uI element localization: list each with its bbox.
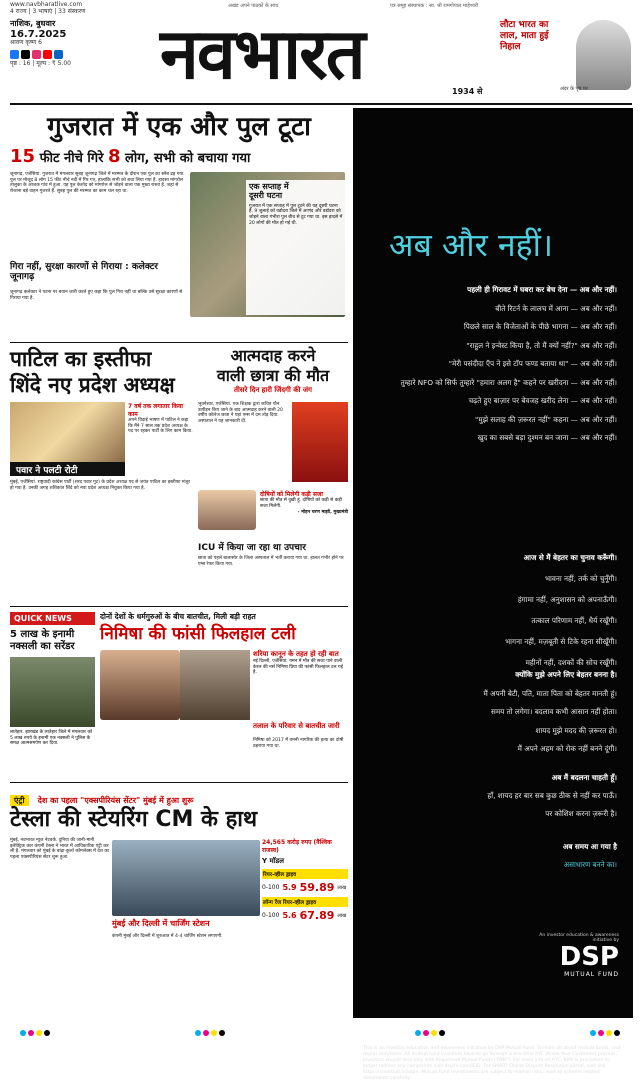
newspaper-logo[interactable]: नवभारत	[160, 12, 364, 95]
date: 16.7.2025	[10, 28, 67, 40]
suicide-story	[198, 346, 348, 395]
ad-disclaimer: This is an investor education and awareness initiative by DSP Mutual Fund. To learn all about mutual funds, visit dspim.com/learn. All mutual fund investors have to go through a one-time KYC (Know Your Customer) process. Investors should deal only with Registered Mutual Funds ('RMF'). For more info on KYC, RMF & procedure to lodge/ redress any complaints visit dspim.com/IEID. For SMART Online Dispute Resolution portal, visit link https://smartodr.in/login. Mutual Fund investments are subject to market risks, read all scheme related documents carefully.	[363, 1046, 621, 1081]
ad-section3-line: शायद मुझे मदद की ज़रूरत हो।	[535, 725, 617, 735]
ad-section5-head: अब समय आ गया है	[562, 842, 617, 851]
tithi: श्रावण कृष्ण 6	[10, 38, 42, 46]
suicide-box-sign: - मोहन चरण माझी, मुख्यमंत्री	[297, 510, 348, 516]
suicide-headline-2[interactable]: वाली छात्रा की मौत	[216, 366, 330, 385]
sidebar-headline: एक सप्ताह में दूसरी घटना	[249, 182, 289, 200]
tesla-model: Y मॉडल	[262, 857, 284, 865]
nimisha-story	[100, 612, 348, 646]
quick-headline[interactable]: 5 लाख के इनामी नक्सली का सरेंडर	[10, 629, 75, 652]
city-day: नाशिक, बुधवार	[10, 18, 56, 28]
quote-body: जूनागढ़ कलेक्टर ने पटना पर बयान जारी करते हुए कहा कि पुल गिरा नहीं था बल्कि उसे सुरक्षा कारणों से गिराया गया है.	[10, 290, 183, 301]
patil-side	[128, 402, 194, 435]
lead-headline[interactable]: गुजरात में एक और पुल टूटा	[47, 112, 311, 142]
p2-label: लॉन्ग रेंज रियर-व्हील ड्राइव	[262, 897, 348, 907]
ad-section4-line: हाँ, शायद हर बार सब कुछ ठीक से नहीं कर पाऊँ।	[487, 791, 617, 800]
brand-sub: MUTUAL FUND	[564, 971, 619, 978]
fire-illustration	[292, 402, 348, 482]
sidebar-box	[246, 180, 346, 315]
patil-photo	[10, 402, 125, 462]
lead-story	[10, 110, 348, 167]
tesla-kicker-row	[10, 788, 348, 805]
tagline-left: अखंड अपने पाठकों के साथ	[228, 3, 279, 9]
tesla-photo	[112, 840, 260, 916]
tesla-caption: मुंबई और दिल्ली में चार्जिंग स्टेशन	[112, 919, 210, 928]
social-icons	[10, 50, 160, 59]
suicide-strip-body: छात्रा को पहले बालासोर के जिला अस्पताल में भर्ती कराया गया था. हालत गंभीर होने पर एम्स रेफर किया गया.	[198, 556, 344, 567]
print-dots-1	[20, 1030, 50, 1036]
tesla-tag: एंट्री	[10, 795, 29, 806]
suicide-strip: ICU में किया जा रहा था उपचार	[198, 543, 306, 553]
patil-side-head: 7 वर्ष तक लगातार किया काम	[128, 403, 183, 418]
p1-label: रियर-व्हील ड्राइव	[262, 869, 348, 879]
ad-section2-line: महीनों नहीं, दशकों की सोच रखूँगी।	[525, 658, 617, 667]
print-dots-2	[195, 1030, 225, 1036]
print-dots-4	[590, 1030, 620, 1036]
astronaut-photo	[576, 20, 631, 90]
facebook-icon[interactable]	[10, 50, 19, 59]
brand-logo: DSP	[559, 942, 619, 972]
ad-lines-line: पिछले साल के विजेताओं के पीछे भागना — अब और नहीं।	[463, 322, 617, 331]
lead-body	[10, 172, 185, 195]
tesla-revenue	[262, 838, 348, 922]
suicide-body-col	[198, 402, 288, 425]
masthead-info	[10, 2, 160, 68]
tesla-caption-body: कंपनी मुंबई और दिल्ली में शुरुआत में 4-4 चार्जिंग स्टेशन लगाएगी.	[112, 934, 223, 939]
quick-body: लातेहार. झारखंड के लातेहार जिले में मंगलवार को 5 लाख रुपये के इनामी एक नक्सली ने पुलिस के समक्ष आत्मसमर्पण कर दिया.	[10, 730, 93, 747]
website[interactable]: www.navbharatlive.com	[10, 1, 83, 8]
promo-headline: लौटा भारत का लाल, माता हुई निहाल	[500, 20, 549, 52]
ad-lines-line: "मुझे सलाह की ज़रूरत नहीं" कहना — अब और नहीं।	[475, 414, 617, 424]
ad-section4-head: अब मैं बदलना चाहती हूँ।	[551, 773, 617, 782]
divider-3	[10, 782, 348, 783]
nimisha-photo	[100, 650, 180, 720]
p1-row: 0-100 5.9 59.89 लाख	[262, 881, 347, 894]
lead-body-text: जूनागढ़, एजेंसियां. गुजरात में मंगलवार सुबह जूनागढ़ जिले में मरम्मत के दौरान एक पुल का स्लैब ढह गया. पुल पर मौजूद 8 लोग 15 फीट नीचे नदी में गिर गए, हालांकि सभी को बचा लिया गया है. हादसा मांगरोल तालुका के आजक गांव में हुआ. यह पुल केशोद को मांगरोल से जोड़ने वाला एक मुख्य रास्ता है. जहां से रोजाना बड़े वाहन गुजरते हैं. सुबह पुल की मरम्मत का काम चल रहा था.	[10, 172, 185, 195]
pages-price: पृष्ठ : 16 | मूल्य : ₹ 5.00	[10, 59, 71, 67]
quote-headline: गिरा नहीं, सुरक्षा कारणों से गिराया : कलेक्टर जूनागढ़	[10, 262, 158, 283]
cm-photo	[198, 490, 256, 530]
p2-row: 0-100 5.6 67.89 लाख	[262, 909, 347, 922]
nimisha-strip: तलाल के परिवार से बातचीत जारी	[253, 722, 340, 730]
nimisha-strip-col	[253, 738, 348, 749]
instagram-icon[interactable]	[32, 50, 41, 59]
suicide-strip-col	[198, 556, 348, 567]
divider-2	[10, 606, 348, 607]
ad-section3-line: मैं अपनी बेटी, पति, माता पिता को बेहतर मानती हूं।	[483, 688, 617, 698]
ad-lines-line: तुम्हारे NFO को सिर्फ तुम्हारे "हमारा अलग है" कहने पर खरीदना — अब और नहीं।	[400, 377, 617, 387]
suicide-box-body: छात्रा की मौत से दुखी हूं. दोषियों को कड़ी से कड़ी सजा मिलेगी.	[260, 498, 342, 509]
ad-headline: अब और नहीं।	[389, 226, 554, 264]
suicide-box-head: दोषियों को मिलेगी कड़ी सजा	[260, 491, 323, 498]
brand-note: An investor education & awareness initiative by	[539, 933, 619, 943]
suicide-box	[260, 490, 348, 515]
patil-strip: पवार ने पलटी रोटी	[10, 462, 125, 476]
promo-note: अंदर के पृष्ठ पर	[560, 86, 588, 92]
ad-section2-head: आज से मैं बेहतर का चुनाव करूँगी।	[523, 553, 617, 562]
nimisha-side	[253, 650, 348, 676]
ad-section4-line: पर कोशिश करना ज़रूरी है।	[545, 809, 617, 818]
suicide-body: भुवनेश्वर, एजेंसियां. एक शिक्षक द्वारा कथित यौन उत्पीड़न किए जाने के बाद आत्मदाह करने वाली 20 वर्षीय कॉलेज छात्रा ने यहां एम्स में दम तोड़ दिया. अस्पताल ने यह जानकारी दी.	[198, 402, 283, 425]
sidebar-body: गुजरात में एक सप्ताह में पुल टूटने की यह दूसरी घटना है. 9 जुलाई को वडोदरा जिले में आणंद और वडोदरा को जोड़ने वाला गंभीरा पुल बीच से टूट गया था. इस हादसे में 20 लोगों की मौत हो गई थी.	[249, 203, 343, 226]
patil-headline-1[interactable]: पाटिल का इस्तीफा	[10, 347, 152, 371]
ad-lines-line: "राहुल ने इन्वेस्ट किया है, तो मैं क्यों नहीं?" अब और नहीं।	[466, 340, 617, 350]
nimisha-headline[interactable]: निमिषा की फांसी फिलहाल टली	[100, 624, 296, 644]
ad-lines-line: बीते रिटर्न के लालच में आना — अब और नहीं।	[495, 303, 617, 313]
youtube-icon[interactable]	[43, 50, 52, 59]
tesla-revenue-head: 24,565 करोड़ रुपए (वैश्विक राजस्व)	[262, 839, 332, 854]
lead-subheadline: 15 फीट नीचे गिरे 8 लोग, सभी को बचाया गया	[10, 146, 251, 167]
ad-section2-line: भावना नहीं, तर्क को चुनूँगी।	[544, 574, 617, 583]
patil-body-col	[10, 480, 195, 491]
ad-section3-line: समय तो लगेगा। बदलाव कभी आसान नहीं होता।	[491, 707, 617, 716]
linkedin-icon[interactable]	[54, 50, 63, 59]
ad-lines-line: चढ़ते हुए बाज़ार पर बेवजह खरीद लेना — अब और नहीं।	[468, 396, 617, 405]
gavel-photo	[180, 650, 250, 720]
ad-section5-line: असाधारण बनने का।	[563, 860, 617, 869]
quote-body-col	[10, 290, 185, 301]
x-icon[interactable]	[21, 50, 30, 59]
ad-lines-line: पहली ही गिरावट में घबरा कर बेच देना — अब और नहीं।	[467, 285, 617, 294]
tesla-body: मुंबई, नवभारत न्यूज नेटवर्क. दुनिया की जानी-मानी इलेक्ट्रिक कार कंपनी टेस्ला ने भारत में आधिकारिक एंट्री कर ली है. मंगलवार को मुंबई के बांद्रा-कुर्ला कॉम्प्लेक्स में देश का पहला एक्सपीरियंस सेंटर शुरू हुआ.	[10, 838, 110, 861]
tagline-right: पत्र समूह संस्थापक : स्व. श्री रामगोपाल माहेश्वरी	[390, 3, 479, 9]
suicide-sub: तीसरे दिन हारी जिंदगी की जंग	[233, 386, 312, 394]
naxal-photo	[10, 657, 95, 727]
nimisha-side-head: शरिया कानून के तहत हो रही बात	[253, 650, 339, 658]
ad-section2-line: तत्काल परिणाम नहीं, धैर्य रखूँगी।	[531, 616, 617, 625]
tesla-body-col	[10, 838, 110, 861]
promo-box[interactable]	[500, 20, 635, 96]
nimisha-body: नई दिल्ली, एजेंसियां. यमन में मौत की सजा पाने वाली केरल की नर्स निमिषा प्रिया की फांसी फिलहाल टल गई है.	[253, 659, 343, 676]
quick-news-label: QUICK NEWS	[10, 612, 95, 625]
tesla-headline[interactable]: टेस्ला की स्टेयरिंग CM के हाथ	[10, 807, 258, 832]
ad-section3-line: मैं अपने अहम को रोक नहीं बनने दूंगी।	[517, 744, 617, 753]
masthead-rule	[10, 103, 632, 105]
tesla-kicker: देश का पहला "एक्सपीरियंस सेंटर" मुंबई में हुआ शुरू	[37, 796, 194, 805]
patil-side-body: अपने विदाई भाषण में पाटिल ने कहा कि मैंने 7 साल तक प्रदेश अध्यक्ष के पद पर रहकर पार्टी के लिए काम किया.	[128, 418, 193, 435]
divider	[10, 342, 348, 343]
issue-info: 4 राज्य | 3 भाषाएं | 33 संस्करण	[10, 7, 86, 15]
patil-headline-2[interactable]: शिंदे नए प्रदेश अध्यक्ष	[10, 373, 175, 397]
nimisha-kicker: दोनों देशों के धर्मगुरुओं के बीच बातचीत, मिली बड़ी राहत	[100, 612, 256, 621]
dsp-ad[interactable]	[353, 108, 633, 1081]
quick-news	[10, 612, 95, 747]
ad-section2-line: भागना नहीं, मज़बूती से टिके रहना सीखूँगी।	[505, 637, 617, 646]
dsp-brand[interactable]	[529, 933, 619, 978]
ad-section2-line: हंगामा नहीं, अनुशासन को अपनाऊँगी।	[517, 595, 617, 604]
ad-lines-line: खुद का सबसे बड़ा दुश्मन बन जाना — अब और नहीं।	[477, 433, 617, 442]
nimisha-strip-body: निमिषा को 2017 में यमनी नागरिक की हत्या का दोषी ठहराया गया था.	[253, 738, 344, 749]
print-dots-3	[415, 1030, 445, 1036]
patil-story	[10, 346, 195, 398]
tesla-caption-col	[112, 934, 260, 940]
suicide-headline-1[interactable]: आत्मदाह करने	[230, 346, 316, 365]
since-label: 1934 से	[452, 87, 483, 96]
ad-section3-head: क्योंकि मुझे अपने लिए बेहतर बनना है।	[515, 670, 617, 679]
patil-body: मुंबई, एजेंसियां. राष्ट्रवादी कांग्रेस पार्टी (शरद पवार गुट) के प्रदेश अध्यक्ष पद से जयंत पाटिल का इस्तीफा मंजूर हो गया है. उनकी जगह शशिकांत शिंदे को नया प्रदेश अध्यक्ष नियुक्त किया गया है.	[10, 480, 190, 491]
ad-lines-line: "मेरी पसंदीदा ऍप ने इसे टॉप फण्ड बताया था" — अब और नहीं।	[448, 359, 617, 368]
